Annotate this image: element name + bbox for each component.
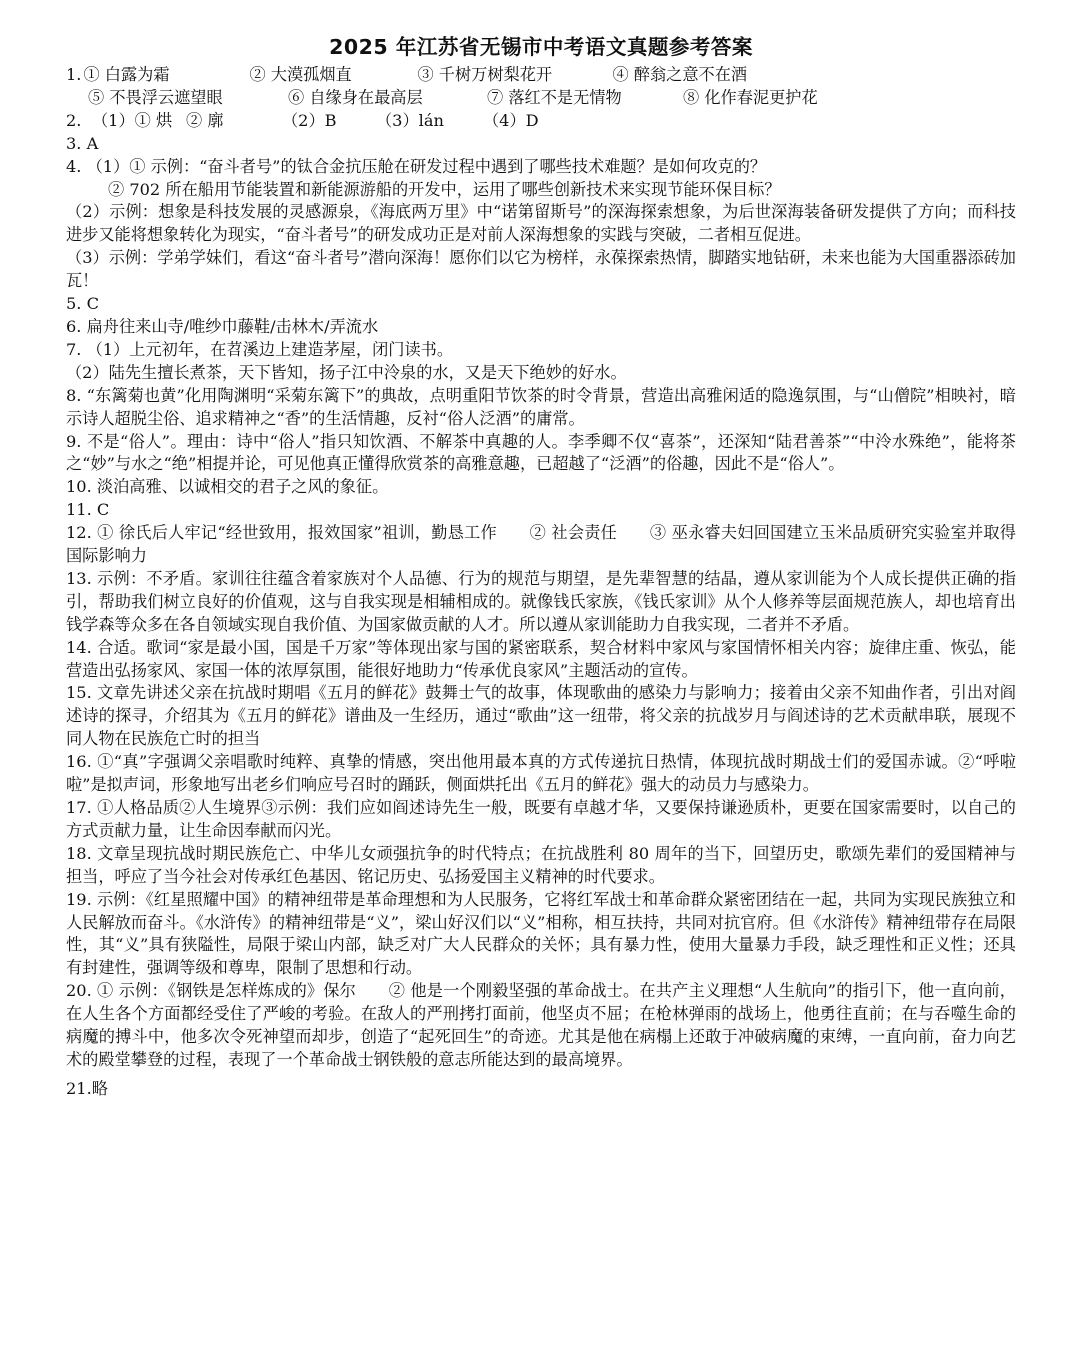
q8-answer: 8. “东篱菊也黄”化用陶渊明“采菊东篱下”的典故，点明重阳节饮茶的时令背景，营造出高雅闲适的隐逸氛围，与“山僧院”相映衬，暗示诗人超脱尘俗、追求精神之“香”的生活情趣，反衬“俗人泛酒”的庸常。 [66, 385, 1016, 428]
q2-item-5: （4）D [483, 110, 539, 130]
q1-row2 [66, 87, 1016, 110]
q10-answer: 10. 淡泊高雅、以诚相交的君子之风的象征。 [66, 477, 389, 497]
q1-item-5: ⑤ 不畏浮云遮望眼 [88, 87, 223, 107]
q20-answer: 20. ① 示例：《钢铁是怎样炼成的》保尔 ② 他是一个刚毅坚强的革命战士。在共产主义理想“人生航向”的指引下，他一直向前，在人生各个方面都经受住了严峻的考验。在敌人的严刑拷打面前，他坚贞不屈；在枪林弹雨的战场上，他勇往直前；在与吞噬生命的病魔的搏斗中，他多次令死神望而却步，创造了“起死回生”的奇迹。尤其是他在病榻上还敢于冲破病魔的束缚，一直向前，奋力向艺术的殿堂攀登的过程，表现了一个革命战士钢铁般的意志所能达到的最高境界。 [66, 981, 1016, 1069]
q9-answer: 9. 不是“俗人”。理由：诗中“俗人”指只知饮酒、不解茶中真趣的人。李季卿不仅“喜茶”，还深知“陆君善茶”“中泠水殊绝”，能将茶之“妙”与水之“绝”相提并论，可见他真正懂得欣赏茶的高雅意趣，已超越了“泛酒”的俗趣，因此不是“俗人”。 [66, 431, 1016, 474]
q12-answer: 12. ① 徐氏后人牢记“经世致用，报效国家”祖训，勤恳工作 ② 社会责任 ③ 巫永睿夫妇回国建立玉米品质研究实验室并取得国际影响力 [66, 523, 1016, 566]
q21-answer: 21.略 [66, 1078, 108, 1098]
q5-answer: 5. C [66, 294, 99, 314]
q2-item-1: （1）① 烘 [92, 110, 173, 130]
q1-item-3: ③ 千树万树梨花开 [417, 65, 553, 84]
q7-part1: 7. （1）上元初年，在苕溪边上建造茅屋，闭门读书。 [66, 339, 454, 359]
q1-item-1: ① 白露为霜 [83, 65, 170, 84]
q3-answer: 3. A [66, 133, 99, 153]
q1-item-4: ④ 醉翁之意不在酒 [612, 65, 748, 84]
q4-part3: （3）示例：学弟学妹们，看这“奋斗者号”潜向深海！愿你们以它为榜样，永葆探索热情，脚踏实地钻研，未来也能为大国重器添砖加瓦！ [66, 248, 1016, 291]
q1-item-2: ② 大漠孤烟直 [249, 65, 352, 84]
q14-answer: 14. 合适。歌词“家是最小国，国是千万家”等体现出家与国的紧密联系，契合材料中家风与家国情怀相关内容；旋律庄重、恢弘，能营造出弘扬家风、家国一体的浓厚氛围，能很好地助力“传承优良家风”主题活动的宣传。 [66, 637, 1016, 680]
q2-item-4: （3）lán [376, 110, 444, 130]
q1-item-6: ⑥ 自缘身在最高层 [288, 87, 423, 107]
q15-answer: 15. 文章先讲述父亲在抗战时期唱《五月的鲜花》鼓舞士气的故事，体现歌曲的感染力与影响力；接着由父亲不知曲作者，引出对阎述诗的探寻，介绍其为《五月的鲜花》谱曲及一生经历，通过“歌曲”这一纽带，将父亲的抗战岁月与阎述诗的艺术贡献串联，展现不同人物在民族危亡时的担当 [66, 683, 1016, 749]
q19-answer: 19. 示例：《红星照耀中国》的精神纽带是革命理想和为人民服务，它将红军战士和革命群众紧密团结在一起，共同为实现民族独立和人民解放而奋斗。《水浒传》的精神纽带是“义”，梁山好汉们以“义”相称，相互扶持，共同对抗官府。但《水浒传》精神纽带存在局限性，其“义”具有狭隘性，局限于梁山内部，缺乏对广大人民群众的关怀；具有暴力性，使用大量暴力手段，缺乏理性和正义性；还具有封建性，强调等级和尊卑，限制了思想和行动。 [66, 889, 1016, 978]
q1-row1 [66, 64, 1016, 87]
q1-number: 1. [66, 65, 82, 84]
q4-part1-line2: ② 702 所在船用节能装置和新能源游船的开发中，运用了哪些创新技术来实现节能环保目标？ [108, 179, 781, 199]
q16-answer: 16. ①“真”字强调父亲唱歌时纯粹、真挚的情感，突出他用最本真的方式传递抗日热情，体现抗战时期战士们的爱国赤诚。②“呼啦啦”是拟声词，形象地写出老乡们响应号召时的踊跃，侧面烘托出《五月的鲜花》强大的动员力与感染力。 [66, 752, 1016, 795]
q11-answer: 11. C [66, 500, 110, 520]
q1-item-7: ⑦ 落红不是无情物 [487, 87, 622, 107]
q4-part1-line1: 4. （1）① 示例：“奋斗者号”的钛合金抗压舱在研发过程中遇到了哪些技术难题？是如何攻克的？ [66, 156, 767, 176]
q2-row [66, 110, 1016, 133]
q17-answer: 17. ①人格品质②人生境界③示例：我们应如阎述诗先生一般，既要有卓越才华，又要保持谦逊质朴，更要在国家需要时，以自己的方式贡献力量，让生命因奉献而闪光。 [66, 798, 1016, 840]
page-title: 2025 年江苏省无锡市中考语文真题参考答案 [329, 35, 753, 59]
q1-item-8: ⑧ 化作春泥更护花 [683, 87, 818, 107]
q4-part2: （2）示例：想象是科技发展的灵感源泉，《海底两万里》中“诺第留斯号”的深海探索想象，为后世深海装备研发提供了方向；而科技进步又能将想象转化为现实，“奋斗者号”的研发成功正是对前人深海想象的实践与突破，二者相互促进。 [66, 202, 1016, 245]
q18-answer: 18. 文章呈现抗战时期民族危亡、中华儿女顽强抗争的时代特点；在抗战胜利 80 周年的当下，回望历史，歌颂先辈们的爱国精神与担当，呼应了当今社会对传承红色基因、铭记历史、弘扬爱国主义精神的时代要求。 [66, 843, 1016, 886]
q13-answer: 13. 示例：不矛盾。家训往往蕴含着家族对个人品德、行为的规范与期望，是先辈智慧的结晶，遵从家训能为个人成长提供正确的指引，帮助我们树立良好的价值观，这与自我实现是相辅相成的。就像钱氏家族，《钱氏家训》从个人修养等层面规范族人，却也培育出钱学森等众多在各自领域实现自我价值、为国家做贡献的人才。所以遵从家训能助力自我实现，二者并不矛盾。 [66, 568, 1016, 634]
q2-item-3: （2）B [282, 110, 337, 130]
q2-item-2: ② 廓 [186, 110, 224, 130]
q7-part2: （2）陆先生擅长煮茶，天下皆知，扬子江中泠泉的水，又是天下绝妙的好水。 [66, 362, 627, 382]
q6-answer: 6. 扁舟往来山寺/唯纱巾藤鞋/击林木/弄流水 [66, 316, 379, 336]
q2-number: 2. [66, 110, 82, 130]
